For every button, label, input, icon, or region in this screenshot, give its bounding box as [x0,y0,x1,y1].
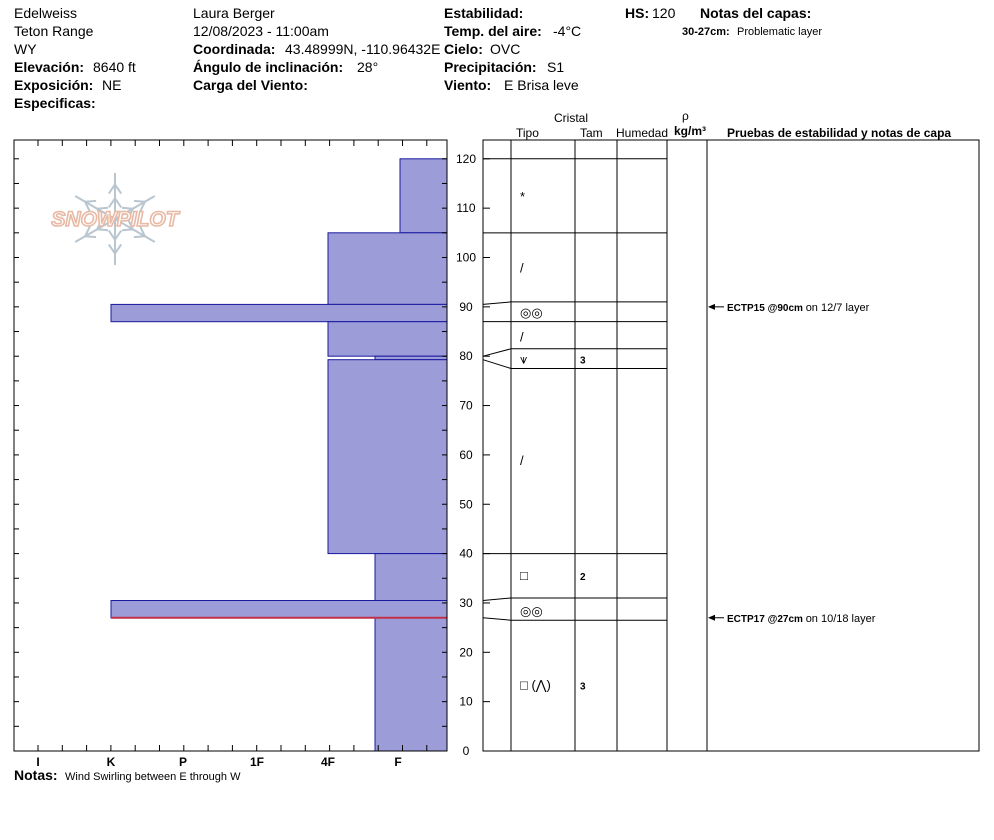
grain-symbol: ◎◎ [520,603,543,619]
grain-symbol: / [520,452,524,468]
layer-note-text: Problematic layer [737,26,822,38]
type-header: Tipo [516,126,539,140]
wind-value: E Brisa leve [504,77,579,93]
density-unit-header: kg/m³ [674,124,707,138]
specifics-label: Especificas: [14,95,96,111]
logo-text: SNOWPILOT [51,208,179,231]
grain-symbol: / [520,260,524,276]
grain-symbol: * [520,188,526,204]
test-arrowhead [708,304,715,310]
size-header: Tam [580,126,603,140]
test-result: ECTP17 @27cm [727,613,806,625]
hardness-label: K [106,755,116,769]
hardness-bar [328,233,447,305]
depth-tick-label: 60 [459,447,473,462]
depth-tick-label: 20 [459,645,473,660]
exposure-value: NE [102,77,122,93]
grain-symbol: ◎◎ [520,304,543,320]
stability-test-label [727,613,876,625]
hardness-label: 1F [249,755,265,769]
stability-test-label [727,302,870,314]
depth-tick-label: 70 [459,398,473,413]
air-temp-label: Temp. del aire: [444,23,542,39]
snowflake-branch [85,201,96,202]
precip-label: Precipitación: [444,59,537,75]
hardness-bar [400,159,447,233]
crystal-header: Cristal [554,111,589,125]
hardness-bar [328,322,447,357]
slope-value: 28° [357,59,379,75]
rho-header: ρ [682,109,689,123]
depth-tick-label: 90 [459,299,473,314]
test-result: ECTP15 @90cm [727,302,806,314]
snowflake-branch [134,201,145,202]
hardness-bar [375,356,447,360]
wind-label: Viento: [444,77,492,93]
notes-label: Notas: [14,767,58,783]
table-border [483,140,979,751]
hardness-axis [36,755,401,769]
coordinate-value: 43.48999N, -110.96432E [285,41,441,57]
sky-value: OVC [490,41,521,57]
hardness-label: I [36,755,40,769]
grain-size: 3 [580,681,586,693]
sky-label: Cielo: [444,41,483,57]
depth-tick-label: 120 [455,151,477,166]
hardness-label: 4F [320,755,336,769]
hardness-bars [111,159,447,751]
hardness-bar [328,360,447,554]
snowflake-branch [134,236,145,237]
layer-notes-label: Notas del capas: [700,5,812,21]
wind-loading-label: Carga del Viento: [193,77,308,93]
stability-label: Estabilidad: [444,5,524,21]
depth-tick-label: 110 [456,201,476,216]
hardness-bar [375,618,447,751]
grain-size: 3 [580,355,586,367]
precip-value: S1 [547,59,565,75]
depth-tick-label: 0 [462,744,470,758]
snowflake-branch [85,236,96,237]
elevation-label: Elevación: [14,59,85,75]
hardness-bar [111,304,447,321]
moisture-header: Humedad [616,126,669,140]
hardness-label: F [394,755,402,769]
grain-symbol: □ (⋀) [520,677,551,693]
grain-size: 2 [580,571,586,583]
hs-value: 120 [652,5,676,21]
depth-tick-label: 80 [459,349,473,364]
depth-axis [456,152,476,758]
mountain-range: Teton Range [14,23,94,39]
depth-tick-label: 50 [459,497,473,512]
test-arrowhead [708,615,715,621]
hs-label: HS: [625,5,650,21]
stability-tests [708,302,876,625]
depth-tick-label: 100 [455,250,477,265]
test-note: on 10/18 layer [805,612,876,625]
slope-label: Ángulo de inclinación: [193,59,344,75]
state: WY [14,41,37,57]
hardness-bar [111,601,447,618]
depth-tick-label: 30 [459,596,473,610]
grain-symbol: □ [520,567,528,583]
snowpilot-logo [51,173,180,265]
depth-tick-label: 40 [459,546,473,561]
exposure-label: Exposición: [14,77,94,93]
grain-symbol: / [520,329,524,345]
observer-name: Laura Berger [193,5,275,21]
test-note: on 12/7 layer [805,301,870,314]
stability-tests-header: Pruebas de estabilidad y notas de capa [727,126,952,140]
layer-note-range: 30-27cm: [682,26,730,38]
hardness-bar [375,554,447,601]
elevation-value: 8640 ft [93,59,136,75]
hardness-label: P [178,755,188,769]
coordinate-label: Coordinada: [193,41,276,57]
location-name: Edelweiss [14,5,78,21]
observation-datetime: 12/08/2023 - 11:00am [193,23,329,39]
air-temp-value: -4°C [553,23,582,39]
notes-text: Wind Swirling between E through W [65,771,241,783]
depth-tick-label: 10 [459,694,473,709]
grain-symbol: ⩛ [520,351,528,367]
layer-table [483,140,979,751]
